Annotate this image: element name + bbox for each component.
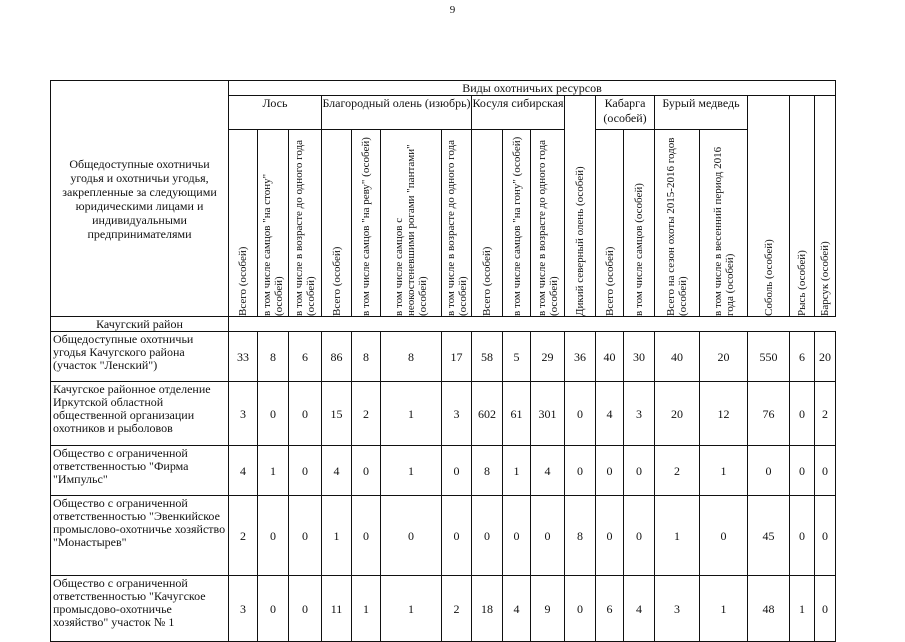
cell-value: 33 [229, 332, 258, 382]
cell-value: 36 [565, 332, 596, 382]
row-name: Качугское районное отделение Иркутской областной общественной организации охотников и рыболовов [51, 382, 229, 446]
cell-value: 8 [258, 332, 289, 382]
cell-value: 15 [322, 382, 352, 446]
cell-value: 0 [289, 446, 322, 496]
table-row [51, 382, 836, 446]
column-header: Всего (особей) [596, 130, 624, 317]
row-name: Общество с ограниченной ответственностью "Качугское промысдово-охотничье хозяйство" участок № 1 [51, 576, 229, 642]
column-header: в том числе самцов с неокостеневшими рогами "пантами" (особей) [381, 130, 442, 317]
group-header-kabarga: Кабарга (особей) [596, 96, 655, 130]
cell-value: 1 [700, 446, 748, 496]
cell-value: 29 [531, 332, 565, 382]
column-header-barsuk: Барсук (особей) [815, 96, 836, 317]
row-title-header: Общедоступные охотничьи угодья и охотничьи угодья, закрепленные за следующими юридическими лицами и индивидуальными предпринимателями [51, 81, 229, 317]
column-header: в том числе самцов "на гону" (особей) [503, 130, 531, 317]
cell-value: 0 [503, 496, 531, 576]
cell-value: 5 [503, 332, 531, 382]
page-number: 9 [449, 4, 456, 16]
cell-value: 0 [624, 446, 655, 496]
cell-value: 1 [381, 382, 442, 446]
cell-value: 1 [381, 446, 442, 496]
cell-value: 0 [790, 496, 815, 576]
cell-value: 8 [352, 332, 381, 382]
cell-value: 18 [472, 576, 503, 642]
cell-value: 0 [381, 496, 442, 576]
cell-value: 86 [322, 332, 352, 382]
cell-value: 0 [258, 496, 289, 576]
cell-value: 61 [503, 382, 531, 446]
cell-value: 0 [790, 446, 815, 496]
cell-value: 0 [442, 496, 472, 576]
cell-value: 4 [596, 382, 624, 446]
cell-value: 48 [748, 576, 790, 642]
column-header: в том числе самцов "на реву" (особей) [352, 130, 381, 317]
cell-value: 3 [442, 382, 472, 446]
cell-value: 2 [655, 446, 700, 496]
cell-value: 30 [624, 332, 655, 382]
column-header: в том числе в возрасте до одного года (особей) [442, 130, 472, 317]
cell-value: 0 [258, 382, 289, 446]
cell-value: 0 [258, 576, 289, 642]
group-header-medved: Бурый медведь [655, 96, 748, 130]
cell-value: 76 [748, 382, 790, 446]
cell-value: 20 [655, 382, 700, 446]
cell-value: 1 [322, 496, 352, 576]
cell-value: 40 [655, 332, 700, 382]
cell-value: 45 [748, 496, 790, 576]
cell-value: 6 [790, 332, 815, 382]
cell-value: 0 [596, 446, 624, 496]
cell-value: 4 [322, 446, 352, 496]
cell-value: 4 [503, 576, 531, 642]
cell-value: 6 [596, 576, 624, 642]
district-title: Качугский район [51, 317, 229, 332]
column-header: в том числе в возрасте до одного года (особей) [289, 130, 322, 317]
cell-value: 3 [229, 576, 258, 642]
column-header-sobol: Соболь (особей) [748, 96, 790, 317]
cell-value: 0 [472, 496, 503, 576]
cell-value: 0 [748, 446, 790, 496]
table-row [51, 446, 836, 496]
cell-value: 4 [531, 446, 565, 496]
cell-value: 58 [472, 332, 503, 382]
cell-value: 17 [442, 332, 472, 382]
table-row [51, 496, 836, 576]
cell-value: 20 [700, 332, 748, 382]
cell-value: 2 [815, 382, 836, 446]
cell-value: 1 [503, 446, 531, 496]
cell-value: 1 [655, 496, 700, 576]
column-header: Всего на сезон охоты 2015-2016 годов (особей) [655, 130, 700, 317]
cell-value: 9 [531, 576, 565, 642]
table-body [51, 332, 836, 642]
cell-value: 0 [815, 446, 836, 496]
cell-value: 0 [289, 496, 322, 576]
cell-value: 11 [322, 576, 352, 642]
column-header: Всего (особей) [472, 130, 503, 317]
cell-value: 0 [289, 382, 322, 446]
cell-value: 602 [472, 382, 503, 446]
cell-value: 0 [289, 576, 322, 642]
cell-value: 20 [815, 332, 836, 382]
cell-value: 1 [352, 576, 381, 642]
super-title-header: Виды охотничьих ресурсов [229, 81, 836, 96]
cell-value: 0 [596, 496, 624, 576]
cell-value: 3 [655, 576, 700, 642]
cell-value: 0 [565, 576, 596, 642]
group-header-olen: Благородный олень (изюбрь) [322, 96, 472, 130]
cell-value: 1 [381, 576, 442, 642]
cell-value: 6 [289, 332, 322, 382]
table-row [51, 332, 836, 382]
hunting-resources-table [50, 80, 836, 642]
cell-value: 2 [352, 382, 381, 446]
cell-value: 0 [815, 496, 836, 576]
cell-value: 0 [565, 382, 596, 446]
column-header: в том числе самцов "на стону" (особей) [258, 130, 289, 317]
cell-value: 0 [790, 382, 815, 446]
cell-value: 4 [229, 446, 258, 496]
cell-value: 0 [442, 446, 472, 496]
row-name: Общество с ограниченной ответственностью "Эвенкийское промыслово-охотничье хозяйство "Монастырев" [51, 496, 229, 576]
column-header: в том числе в возрасте до одного года (особей) [531, 130, 565, 317]
cell-value: 0 [624, 496, 655, 576]
cell-value: 301 [531, 382, 565, 446]
cell-value: 1 [700, 576, 748, 642]
column-header: в том числе в весенний период 2016 года (особей) [700, 130, 748, 317]
cell-value: 0 [700, 496, 748, 576]
cell-value: 0 [352, 496, 381, 576]
cell-value: 3 [624, 382, 655, 446]
cell-value: 8 [381, 332, 442, 382]
cell-value: 0 [565, 446, 596, 496]
cell-value: 4 [624, 576, 655, 642]
column-header: в том числе самцов (особей) [624, 130, 655, 317]
group-header-kosulya: Косуля сибирская [472, 96, 565, 130]
group-header-los: Лось [229, 96, 322, 130]
cell-value: 8 [472, 446, 503, 496]
cell-value: 1 [790, 576, 815, 642]
cell-value: 8 [565, 496, 596, 576]
cell-value: 0 [531, 496, 565, 576]
cell-value: 40 [596, 332, 624, 382]
column-header-rys: Рысь (особей) [790, 96, 815, 317]
column-header: Всего (особей) [229, 130, 258, 317]
cell-value: 0 [352, 446, 381, 496]
cell-value: 0 [815, 576, 836, 642]
cell-value: 2 [229, 496, 258, 576]
cell-value: 1 [258, 446, 289, 496]
cell-value: 550 [748, 332, 790, 382]
row-name: Общедоступные охотничьи угодья Качугского района (участок "Ленский") [51, 332, 229, 382]
cell-value: 3 [229, 382, 258, 446]
column-header-reindeer: Дикий северный олень (особей) [565, 96, 596, 317]
cell-value: 12 [700, 382, 748, 446]
row-name: Общество с ограниченной ответственностью "Фирма "Импульс" [51, 446, 229, 496]
column-header: Всего (особей) [322, 130, 352, 317]
cell-value: 2 [442, 576, 472, 642]
table-row [51, 576, 836, 642]
